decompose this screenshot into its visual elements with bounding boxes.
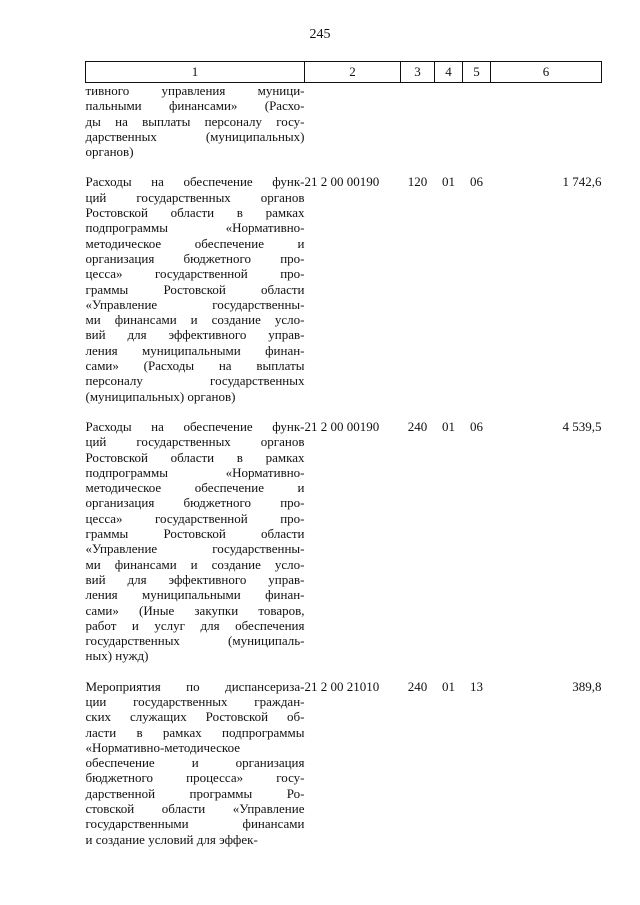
description-line: (муниципальных) органов) bbox=[85, 388, 236, 404]
description-line: подпрограммы «Нормативно- bbox=[85, 464, 305, 480]
row-description bbox=[86, 419, 305, 664]
row-section: 01 bbox=[442, 174, 455, 190]
spacer-cell bbox=[463, 664, 491, 679]
description-line: подпрограммы «Нормативно- bbox=[85, 220, 305, 236]
description-line: сами» (Расходы на выплаты bbox=[85, 358, 305, 374]
description-line: вий для эффективного управ- bbox=[85, 327, 305, 343]
description-line: ских служащих Ростовской об- bbox=[85, 709, 305, 725]
spacer-cell bbox=[86, 664, 305, 679]
description-line: стовской области «Управление bbox=[85, 801, 305, 817]
table-header-row bbox=[86, 62, 602, 83]
description-line: государственных (муниципаль- bbox=[85, 633, 305, 649]
description-line: цесса» государственной про- bbox=[85, 266, 305, 282]
row-expense-type: 240 bbox=[407, 418, 428, 434]
spacer-cell bbox=[463, 159, 491, 174]
row-expense-type: 240 bbox=[407, 678, 428, 694]
row-amount: 389,8 bbox=[572, 678, 602, 694]
description-line: организация бюджетного про- bbox=[85, 250, 305, 266]
row-section: 01 bbox=[442, 678, 455, 694]
table-row bbox=[86, 174, 602, 403]
row-section bbox=[435, 83, 463, 160]
description-line: государственными финансами bbox=[85, 816, 305, 832]
spacer-cell bbox=[491, 159, 602, 174]
description-line: тивного управления муници- bbox=[85, 83, 305, 98]
description-line: граммы Ростовской области bbox=[85, 526, 305, 542]
row-description bbox=[86, 83, 305, 160]
description-line: сами» (Иные закупки товаров, bbox=[85, 602, 305, 618]
table-row bbox=[86, 419, 602, 664]
row-spacer bbox=[86, 404, 602, 419]
column-header: 3 bbox=[401, 62, 435, 83]
row-target-code bbox=[305, 83, 401, 160]
row-target-code: 21 2 00 00190 bbox=[304, 418, 380, 434]
description-line: бюджетного процесса» госу- bbox=[85, 770, 305, 786]
column-header: 5 bbox=[463, 62, 491, 83]
row-expense-type bbox=[401, 83, 435, 160]
description-line: «Нормативно-методическое bbox=[85, 739, 241, 755]
spacer-cell bbox=[305, 404, 401, 419]
table-row bbox=[86, 679, 602, 847]
description-line: ных) нужд) bbox=[85, 648, 149, 664]
description-line: методическое обеспечение и bbox=[85, 235, 305, 251]
column-header: 6 bbox=[491, 62, 602, 83]
description-line: работ и услуг для обеспечения bbox=[85, 617, 305, 633]
description-line: методическое обеспечение и bbox=[85, 480, 305, 496]
description-line: ций государственных органов bbox=[85, 434, 305, 450]
row-spacer bbox=[86, 159, 602, 174]
spacer-cell bbox=[305, 664, 401, 679]
budget-table bbox=[85, 61, 602, 847]
row-subsection: 06 bbox=[470, 418, 483, 434]
spacer-cell bbox=[401, 159, 435, 174]
description-line: ления муниципальными финан- bbox=[85, 342, 305, 358]
description-line: граммы Ростовской области bbox=[85, 281, 305, 297]
description-line: Ростовской области в рамках bbox=[85, 205, 305, 221]
description-line: ления муниципальными финан- bbox=[85, 587, 305, 603]
page-number: 245 bbox=[309, 27, 331, 42]
spacer-cell bbox=[491, 664, 602, 679]
row-description bbox=[86, 679, 305, 847]
column-header: 2 bbox=[305, 62, 401, 83]
row-expense-type: 120 bbox=[407, 174, 428, 190]
description-line: организация бюджетного про- bbox=[85, 495, 305, 511]
description-line: ции государственных граждан- bbox=[85, 693, 305, 709]
spacer-cell bbox=[435, 404, 463, 419]
description-line: цесса» государственной про- bbox=[85, 510, 305, 526]
description-line: ды на выплаты персоналу госу- bbox=[85, 113, 305, 129]
table-row bbox=[86, 83, 602, 160]
spacer-cell bbox=[435, 664, 463, 679]
row-subsection: 13 bbox=[470, 678, 483, 694]
row-target-code: 21 2 00 00190 bbox=[304, 174, 380, 190]
description-line: «Управление государственны- bbox=[85, 541, 305, 557]
description-line: Мероприятия по диспансериза- bbox=[85, 678, 305, 694]
description-line: Расходы на обеспечение функ- bbox=[85, 174, 305, 190]
row-description bbox=[86, 174, 305, 403]
description-line: персоналу государственных bbox=[85, 373, 305, 389]
spacer-cell bbox=[305, 159, 401, 174]
spacer-cell bbox=[435, 159, 463, 174]
description-line: ций государственных органов bbox=[85, 189, 305, 205]
row-subsection bbox=[463, 83, 491, 160]
description-line: дарственных (муниципальных) bbox=[85, 128, 305, 144]
description-line: Расходы на обеспечение функ- bbox=[85, 418, 305, 434]
description-line: «Управление государственны- bbox=[85, 296, 305, 312]
spacer-cell bbox=[401, 404, 435, 419]
row-subsection: 06 bbox=[470, 174, 483, 190]
description-line: ми финансами и создание усло- bbox=[85, 312, 305, 328]
description-line: органов) bbox=[85, 144, 134, 160]
row-amount: 1 742,6 bbox=[562, 174, 602, 190]
description-line: Ростовской области в рамках bbox=[85, 449, 305, 465]
spacer-cell bbox=[491, 404, 602, 419]
spacer-cell bbox=[86, 404, 305, 419]
row-spacer bbox=[86, 664, 602, 679]
spacer-cell bbox=[463, 404, 491, 419]
row-amount bbox=[491, 83, 602, 160]
column-header: 1 bbox=[86, 62, 305, 83]
spacer-cell bbox=[401, 664, 435, 679]
description-line: дарственной программы Ро- bbox=[85, 785, 305, 801]
description-line: обеспечение и организация bbox=[85, 755, 305, 771]
spacer-cell bbox=[86, 159, 305, 174]
description-line: пальными финансами» (Расхо- bbox=[85, 98, 305, 114]
row-section: 01 bbox=[442, 418, 455, 434]
table-body bbox=[86, 83, 602, 847]
description-line: вий для эффективного управ- bbox=[85, 571, 305, 587]
row-target-code: 21 2 00 21010 bbox=[304, 678, 380, 694]
description-line: ми финансами и создание усло- bbox=[85, 556, 305, 572]
description-line: ласти в рамках подпрограммы bbox=[85, 724, 305, 740]
row-amount: 4 539,5 bbox=[562, 418, 602, 434]
description-line: и создание условий для эффек- bbox=[85, 831, 258, 847]
column-header: 4 bbox=[435, 62, 463, 83]
